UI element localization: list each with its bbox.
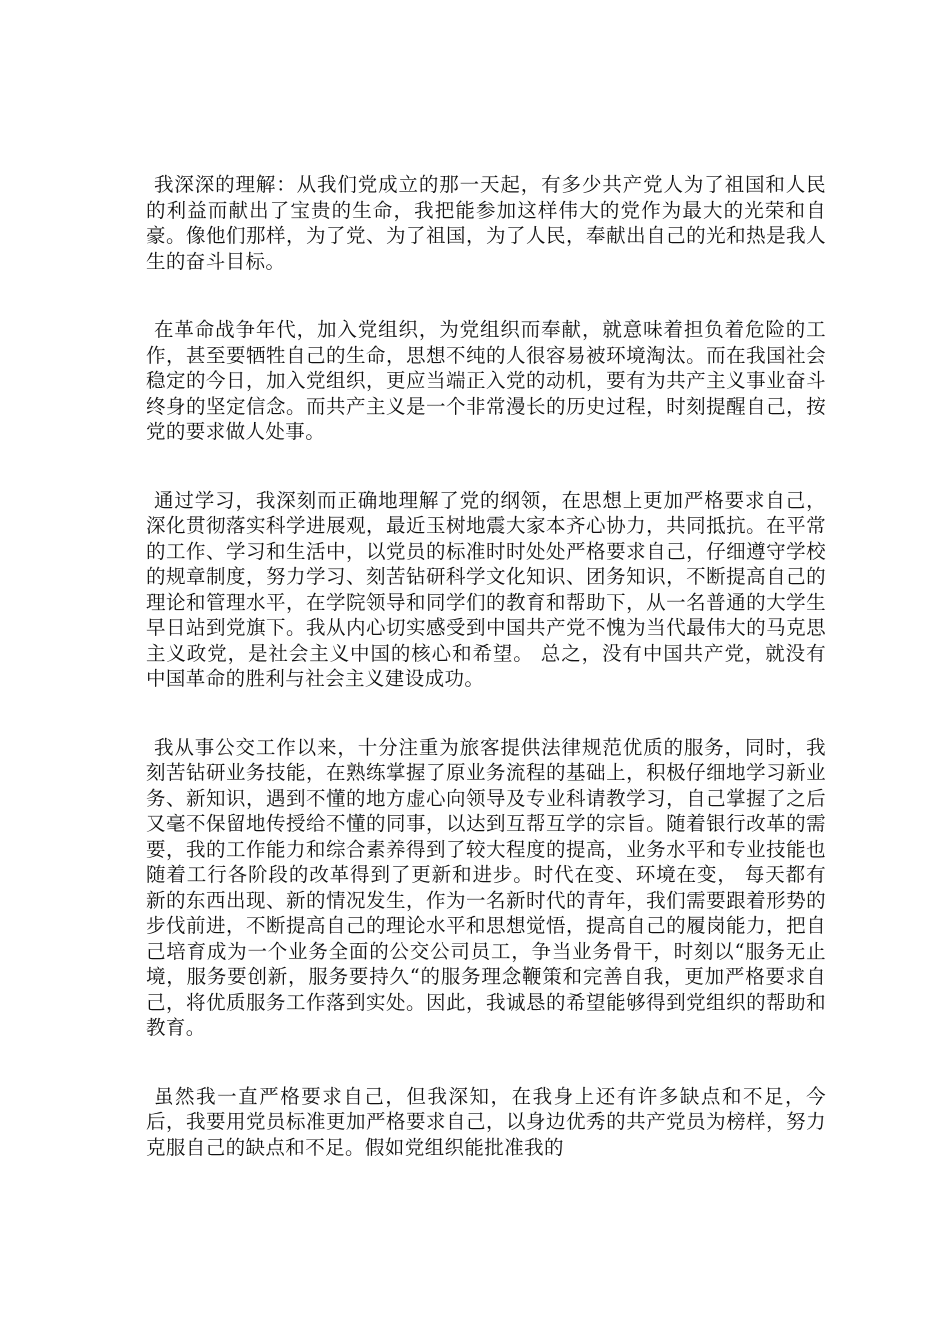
document-body <box>146 172 826 1160</box>
paragraph-1: 我深深的理解：从我们党成立的那一天起，有多少共产党人为了祖国和人民的利益而献出了宝贵的生命，我把能参加这样伟大的党作为最大的光荣和自豪。像他们那样，为了党、为了祖国，为了人民，奉献出自己的光和热是我人生的奋斗目标。 <box>146 173 826 273</box>
paragraph-3: 通过学习，我深刻而正确地理解了党的纲领，在思想上更加严格要求自己，深化贯彻落实科学进展观，最近玉树地震大家本齐心协力，共同抵抗。在平常的工作、学习和生活中，以党员的标准时时处处严格要求自己，仔细遵守学校的规章制度，努力学习、刻苦钻研科学文化知识、团务知识，不断提高自己的理论和管理水平，在学院领导和同学们的教育和帮助下，从一名普通的大学生早日站到党旗下。我从内心切实感受到中国共产党不愧为当代最伟大的马克思主义政党，是社会主义中国的核心和希望。 总之，没有中国共产党，就没有中国革命的胜利与社会主义建设成功。 <box>146 488 826 690</box>
paragraph-2: 在革命战争年代，加入党组织，为党组织而奉献，就意味着担负着危险的工作，甚至要牺牲自己的生命，思想不纯的人很容易被环境淘汰。而在我国社会稳定的今日，加入党组织，更应当端正入党的动机，要有为共产主义事业奋斗终身的坚定信念。而共产主义是一个非常漫长的历史过程，时刻提醒自己，按党的要求做人处事。 <box>146 318 826 443</box>
paragraph-5: 虽然我一直严格要求自己，但我深知，在我身上还有许多缺点和不足，今后，我要用党员标准更加严格要求自己，以身边优秀的共产党员为榜样，努力克服自己的缺点和不足。假如党组织能批准我的 <box>146 1084 826 1159</box>
paragraph-4: 我从事公交工作以来，十分注重为旅客提供法律规范优质的服务，同时，我刻苦钻研业务技能，在熟练掌握了原业务流程的基础上，积极仔细地学习新业务、新知识，遇到不懂的地方虚心向领导及专业科请教学习，自己掌握了之后又毫不保留地传授给不懂的同事，以达到互帮互学的宗旨。随着银行改革的需要，我的工作能力和综合素养得到了较大程度的提高，业务水平和专业技能也随着工行各阶段的改革得到了更新和进步。时代在变、环境在变， 每天都有新的东西出现、新的情况发生，作为一名新时代的青年，我们需要跟着形势的步伐前进，不断提高自己的理论水平和思想觉悟，提高自己的履岗能力，把自己培育成为一个业务全面的公交公司员工，争当业务骨干，时刻以“服务无止境，服务要创新，服务要持久“的服务理念鞭策和完善自我，更加严格要求自己，将优质服务工作落到实处。因此，我诚恳的希望能够得到党组织的帮助和教育。 <box>146 735 826 1039</box>
